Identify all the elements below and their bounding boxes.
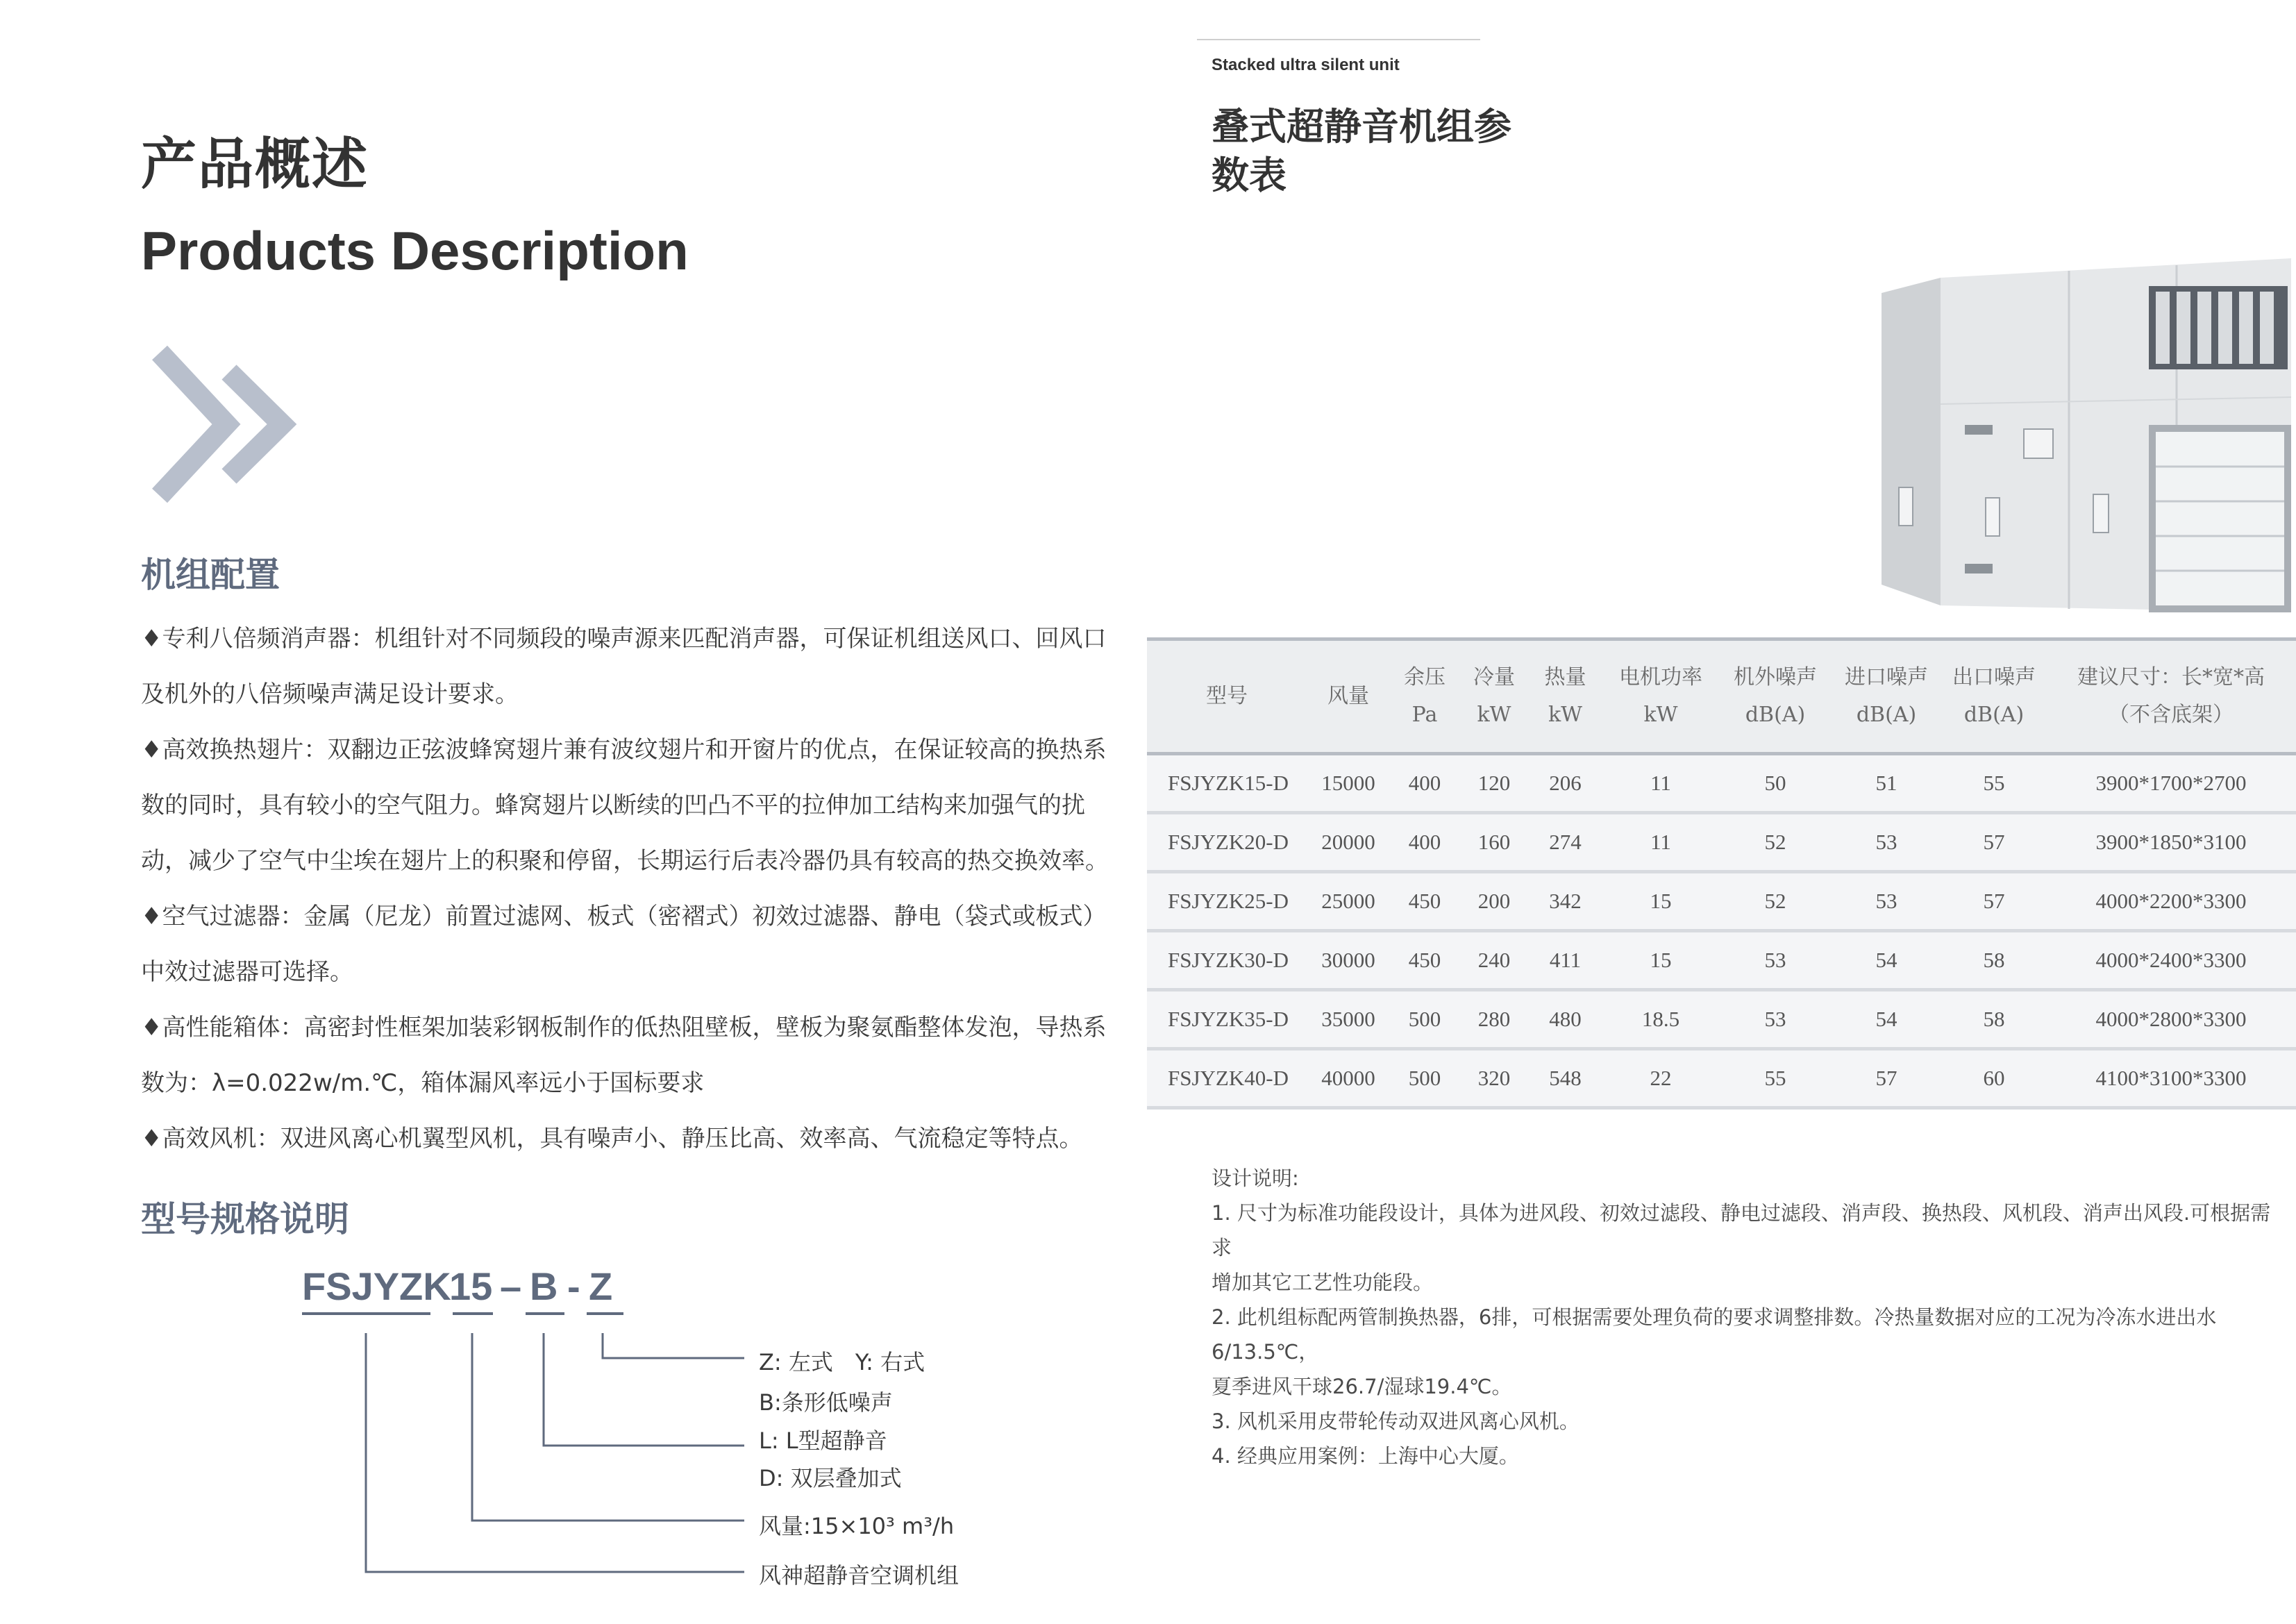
table-cell: 160 bbox=[1459, 813, 1529, 872]
table-cell: 57 bbox=[1831, 1049, 1942, 1108]
table-cell: 120 bbox=[1459, 754, 1529, 813]
table-row bbox=[1147, 813, 2296, 872]
model-code-dash: – bbox=[500, 1264, 522, 1308]
legend-side: Z: 左式 Y: 右式 bbox=[759, 1349, 925, 1375]
table-header-cell: 冷量 kW bbox=[1459, 639, 1529, 754]
air-handling-unit-image bbox=[1882, 258, 2296, 622]
legend-series: 风神超静音空调机组 bbox=[759, 1562, 960, 1589]
table-cell: 22 bbox=[1602, 1049, 1720, 1108]
table-cell: 51 bbox=[1831, 754, 1942, 813]
table-cell: 4000*2400*3300 bbox=[2046, 931, 2296, 990]
page-title-cn: 产品概述 bbox=[141, 132, 369, 196]
table-cell: 411 bbox=[1529, 931, 1602, 990]
table-cell-model: FSJYZK35-D bbox=[1147, 990, 1307, 1049]
table-cell: 274 bbox=[1529, 813, 1602, 872]
table-cell: 500 bbox=[1390, 1049, 1459, 1108]
note-line: 3. 风机采用皮带轮传动双进风离心风机。 bbox=[1212, 1409, 1579, 1433]
subtitle-cn: 叠式超静音机组参数表 bbox=[1212, 105, 1511, 197]
table-header-cell: 电机功率 kW bbox=[1602, 639, 1720, 754]
double-chevron-right-icon bbox=[151, 344, 325, 507]
table-header-cell: 出口噪声 dB(A) bbox=[1942, 639, 2046, 754]
legend-type-b: B:条形低噪声 bbox=[759, 1389, 893, 1416]
table-cell: 52 bbox=[1720, 872, 1831, 931]
table-cell: 53 bbox=[1720, 931, 1831, 990]
table-cell: 450 bbox=[1390, 872, 1459, 931]
table-cell: 30000 bbox=[1307, 931, 1390, 990]
note-line: 4. 经典应用案例：上海中心大厦。 bbox=[1212, 1444, 1519, 1468]
table-header-cell: 建议尺寸：长*宽*高 （不含底架） bbox=[2046, 639, 2296, 754]
table-header-cell: 进口噪声 dB(A) bbox=[1831, 639, 1942, 754]
table-cell: 52 bbox=[1720, 813, 1831, 872]
table-cell: 342 bbox=[1529, 872, 1602, 931]
table-cell-model: FSJYZK20-D bbox=[1147, 813, 1307, 872]
subtitle-en: Stacked ultra silent unit bbox=[1212, 56, 1400, 74]
table-cell: 60 bbox=[1942, 1049, 2046, 1108]
model-code-dash: - bbox=[567, 1264, 580, 1308]
header-divider bbox=[1197, 39, 1480, 40]
feature-list bbox=[141, 611, 1113, 1166]
table-row bbox=[1147, 1049, 2296, 1108]
table-cell: 500 bbox=[1390, 990, 1459, 1049]
note-line: 增加其它工艺性功能段。 bbox=[1212, 1271, 1434, 1294]
table-header-cell: 机外噪声 dB(A) bbox=[1720, 639, 1831, 754]
legend-type-l: L: L型超静音 bbox=[759, 1428, 887, 1454]
table-cell: 320 bbox=[1459, 1049, 1529, 1108]
table-cell: 55 bbox=[1720, 1049, 1831, 1108]
feature-line: ♦高效换热翅片：双翻边正弦波蜂窝翅片兼有波纹翅片和开窗片的优点，在保证较高的换热系 bbox=[141, 736, 1107, 764]
table-header-cell: 热量 kW bbox=[1529, 639, 1602, 754]
feature-line: ♦空气过滤器：金属（尼龙）前置过滤网、板式（密褶式）初效过滤器、静电（袋式或板式） bbox=[141, 903, 1107, 930]
table-cell: 4100*3100*3300 bbox=[2046, 1049, 2296, 1108]
table-cell: 400 bbox=[1390, 813, 1459, 872]
table-cell: 53 bbox=[1720, 990, 1831, 1049]
table-cell: 3900*1850*3100 bbox=[2046, 813, 2296, 872]
table-row bbox=[1147, 931, 2296, 990]
table-cell: 480 bbox=[1529, 990, 1602, 1049]
table-cell: 11 bbox=[1602, 813, 1720, 872]
feature-line: 动，减少了空气中尘埃在翅片上的积聚和停留，长期运行后表冷器仍具有较高的热交换效率。 bbox=[141, 847, 1109, 875]
model-code-type: B bbox=[530, 1264, 558, 1308]
table-cell: 54 bbox=[1831, 990, 1942, 1049]
feature-line: ♦专利八倍频消声器：机组针对不同频段的噪声源来匹配消声器，可保证机组送风口、回风口 bbox=[141, 625, 1107, 653]
table-cell: 40000 bbox=[1307, 1049, 1390, 1108]
table-cell: 57 bbox=[1942, 872, 2046, 931]
note-line: 2. 此机组标配两管制换热器，6排，可根据需要处理负荷的要求调整排数。冷热量数据对应的工况为冷冻水进出水6/13.5℃， bbox=[1212, 1305, 2217, 1364]
model-code-airflow: 15 bbox=[449, 1264, 493, 1308]
table-cell: 50 bbox=[1720, 754, 1831, 813]
table-cell-model: FSJYZK40-D bbox=[1147, 1049, 1307, 1108]
table-cell: 20000 bbox=[1307, 813, 1390, 872]
table-cell: 55 bbox=[1942, 754, 2046, 813]
table-cell: 280 bbox=[1459, 990, 1529, 1049]
table-cell-model: FSJYZK25-D bbox=[1147, 872, 1307, 931]
feature-line: 及机外的八倍频噪声满足设计要求。 bbox=[141, 680, 519, 708]
note-line: 设计说明: bbox=[1212, 1166, 1299, 1190]
legend-type-d: D: 双层叠加式 bbox=[759, 1465, 902, 1491]
table-header-cell: 风量 bbox=[1307, 639, 1390, 754]
feature-line: 数的同时，具有较小的空气阻力。蜂窝翅片以断续的凹凸不平的拉伸加工结构来加强气的扰 bbox=[141, 792, 1085, 819]
table-header-row bbox=[1147, 639, 2296, 754]
table-cell: 206 bbox=[1529, 754, 1602, 813]
table-cell: 240 bbox=[1459, 931, 1529, 990]
table-cell: 58 bbox=[1942, 990, 2046, 1049]
table-cell: 15 bbox=[1602, 872, 1720, 931]
note-line: 1. 尺寸为标准功能段设计，具体为进风段、初效过滤段、静电过滤段、消声段、换热段、风机段、消声出风段.可根据需求 bbox=[1212, 1201, 2271, 1259]
feature-line: ♦高性能箱体：高密封性框架加装彩钢板制作的低热阻壁板，壁板为聚氨酯整体发泡，导热系 bbox=[141, 1014, 1107, 1041]
feature-line: 中效过滤器可选择。 bbox=[141, 958, 353, 986]
model-code-side: Z bbox=[589, 1264, 613, 1308]
table-cell: 3900*1700*2700 bbox=[2046, 754, 2296, 813]
parameter-table bbox=[1147, 637, 2296, 1110]
model-code-prefix: FSJYZK bbox=[302, 1264, 451, 1308]
table-cell: 548 bbox=[1529, 1049, 1602, 1108]
table-cell: 450 bbox=[1390, 931, 1459, 990]
feature-line: ♦高效风机：双进风离心机翼型风机，具有噪声小、静压比高、效率高、气流稳定等特点。 bbox=[141, 1125, 1083, 1153]
design-notes bbox=[1212, 1161, 2281, 1473]
table-body bbox=[1147, 754, 2296, 1108]
section-heading-config: 机组配置 bbox=[141, 555, 280, 595]
legend-airflow: 风量:15×10³ m³/h bbox=[759, 1513, 955, 1539]
table-cell: 53 bbox=[1831, 872, 1942, 931]
table-row bbox=[1147, 990, 2296, 1049]
table-cell-model: FSJYZK15-D bbox=[1147, 754, 1307, 813]
feature-line: 数为：λ=0.022w/m.℃，箱体漏风率远小于国标要求 bbox=[141, 1069, 705, 1097]
table-cell: 4000*2800*3300 bbox=[2046, 990, 2296, 1049]
table-header-cell: 型号 bbox=[1147, 639, 1307, 754]
table-header-cell: 余压 Pa bbox=[1390, 639, 1459, 754]
page-title-en: Products Description bbox=[141, 220, 689, 281]
table-cell: 58 bbox=[1942, 931, 2046, 990]
table-cell: 57 bbox=[1942, 813, 2046, 872]
table-cell: 4000*2200*3300 bbox=[2046, 872, 2296, 931]
table-cell: 11 bbox=[1602, 754, 1720, 813]
table-row bbox=[1147, 754, 2296, 813]
table-cell: 35000 bbox=[1307, 990, 1390, 1049]
table-row bbox=[1147, 872, 2296, 931]
table-cell: 400 bbox=[1390, 754, 1459, 813]
table-cell-model: FSJYZK30-D bbox=[1147, 931, 1307, 990]
section-heading-model: 型号规格说明 bbox=[141, 1199, 349, 1239]
table-cell: 53 bbox=[1831, 813, 1942, 872]
table-cell: 54 bbox=[1831, 931, 1942, 990]
note-line: 夏季进风干球26.7/湿球19.4℃。 bbox=[1212, 1375, 1512, 1398]
table-cell: 25000 bbox=[1307, 872, 1390, 931]
table-cell: 15 bbox=[1602, 931, 1720, 990]
table-cell: 200 bbox=[1459, 872, 1529, 931]
table-cell: 15000 bbox=[1307, 754, 1390, 813]
table-cell: 18.5 bbox=[1602, 990, 1720, 1049]
